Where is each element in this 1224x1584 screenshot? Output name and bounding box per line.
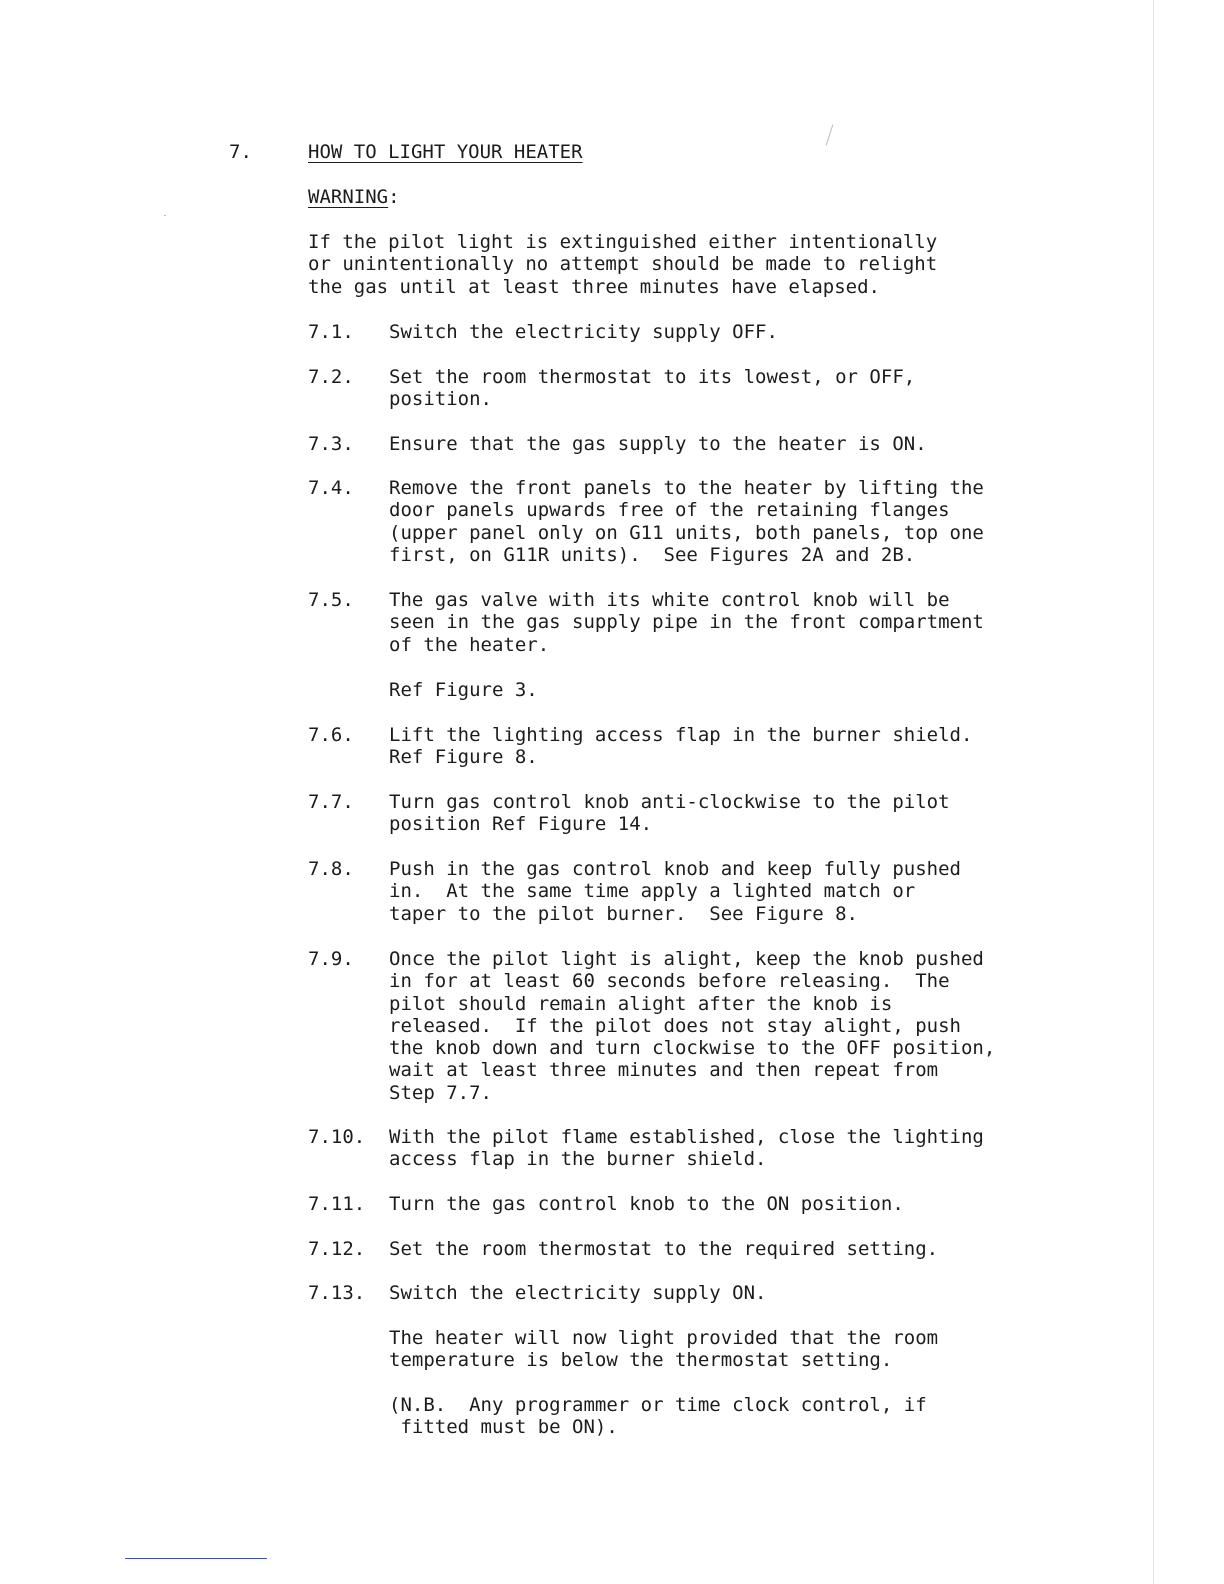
step-text: Lift the lighting access flap in the burner shield. Ref Figure 8. [389, 724, 973, 769]
nb-note: (N.B. Any programmer or time clock control, if fitted must be ON). [389, 1394, 927, 1439]
step-number: 7.13. [308, 1282, 366, 1304]
footnote-rule [125, 1558, 267, 1559]
step-text: Switch the electricity supply OFF. [389, 321, 778, 343]
step-number: 7.2. [308, 366, 354, 388]
step-number: 7.11. [308, 1193, 366, 1215]
section-number: 7. [229, 141, 252, 163]
step-number: 7.5. [308, 589, 354, 611]
step-text: The gas valve with its white control knob will be seen in the gas supply pipe in the front compartment of the heater. [389, 589, 984, 656]
step-number: 7.12. [308, 1238, 366, 1260]
step-number: 7.10. [308, 1126, 366, 1148]
step-text: With the pilot flame established, close the lighting access flap in the burner shield. [389, 1126, 984, 1171]
step-text: Turn the gas control knob to the ON position. [389, 1193, 904, 1215]
step-text: Set the room thermostat to the required setting. [389, 1238, 939, 1260]
step-text: Switch the electricity supply ON. [389, 1282, 767, 1304]
step-number: 7.7. [308, 791, 354, 813]
step-text: Once the pilot light is alight, keep the knob pushed in for at least 60 seconds before releasing. The pilot should remain alight after the knob is released. If the pilot does not stay alight, push the knob down and turn clockwise to the OFF position, wait at least three minutes and then repeat from Step 7.7. [389, 948, 996, 1104]
step-text: Push in the gas control knob and keep fully pushed in. At the same time apply a lighted match or taper to the pilot burner. See Figure 8. [389, 858, 961, 925]
figure-reference: Ref Figure 3. [389, 679, 538, 701]
stray-dot [164, 215, 166, 216]
stray-mark [826, 124, 834, 145]
step-number: 7.3. [308, 433, 354, 455]
step-number: 7.8. [308, 858, 354, 880]
warning-text: If the pilot light is extinguished either intentionally or unintentionally no attempt should be made to relight the gas until at least three minutes have elapsed. [308, 231, 938, 298]
warning-colon: : [388, 186, 400, 208]
step-number: 7.9. [308, 948, 354, 970]
section-title: HOW TO LIGHT YOUR HEATER [308, 141, 583, 163]
step-text: Set the room thermostat to its lowest, or OFF, position. [389, 366, 916, 411]
warning-label: WARNING [308, 186, 389, 208]
step-number: 7.1. [308, 321, 354, 343]
step-text: Turn gas control knob anti-clockwise to the pilot position Ref Figure 14. [389, 791, 950, 836]
step-number: 7.4. [308, 477, 354, 499]
warning-heading [308, 186, 400, 208]
closing-text: The heater will now light provided that the room temperature is below the thermostat setting. [389, 1327, 939, 1372]
step-text: Ensure that the gas supply to the heater is ON. [389, 433, 927, 455]
step-number: 7.6. [308, 724, 354, 746]
step-text: Remove the front panels to the heater by lifting the door panels upwards free of the retaining flanges (upper panel only on G11 units, both panels, top one first, on G11R units). See Figures 2A and 2B. [389, 477, 984, 566]
scan-edge [1153, 0, 1154, 1584]
